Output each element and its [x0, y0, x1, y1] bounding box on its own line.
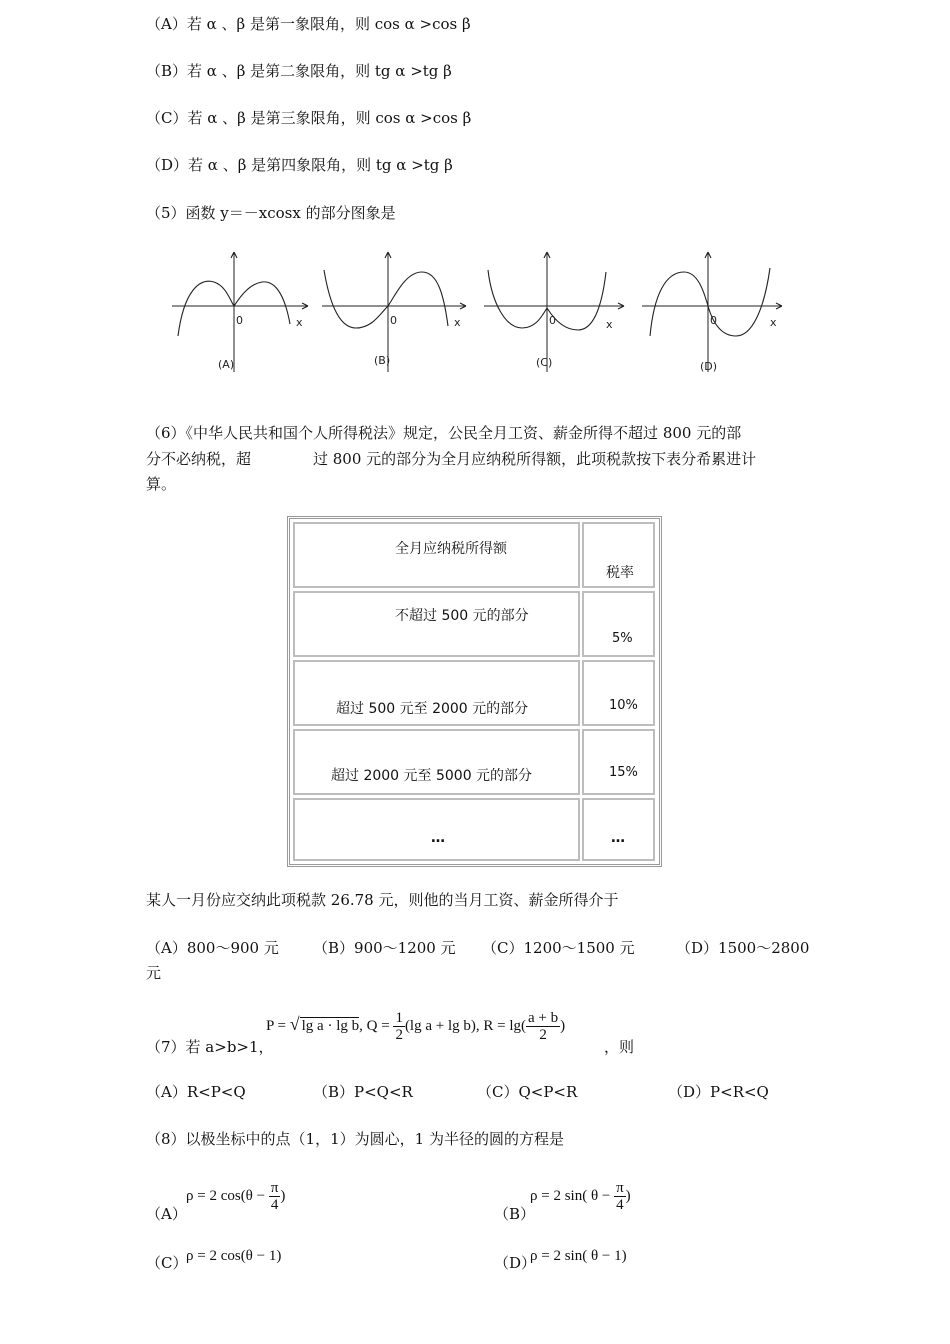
graph-d-caption: (D): [700, 360, 718, 373]
q6-option-a: （A）800～900 元: [146, 939, 279, 957]
graph-c-x-label: x: [606, 318, 613, 331]
q8-option-a-expr: ρ = 2 cos(θ −: [186, 1187, 269, 1204]
q6-option-c: （C）1200～1500 元: [482, 939, 635, 957]
table-header-amount-label: 全月应纳税所得额: [395, 541, 507, 557]
graph-b-curve: [324, 270, 448, 328]
q8-option-a-pi: π: [270, 1180, 279, 1196]
q7-formula: P = √ lg a · lg b, Q = $\frac{1}{2}$ (lg a + lg b), R = lg( $\frac{a + b}{2}$ ): [266, 1010, 566, 1043]
q4-option-b: （B）若 α 、β 是第二象限角，则 tg α >tg β: [146, 62, 452, 80]
q7-p: P =: [266, 1017, 290, 1034]
graph-c: [482, 250, 632, 375]
graph-b-origin: 0: [390, 314, 397, 327]
q7-half-den: 2: [395, 1027, 403, 1043]
q6-option-d: （D）1500～2800: [676, 939, 810, 957]
table-cell-rate: 10%: [609, 698, 638, 713]
table-cell-rate: 5%: [612, 631, 633, 646]
q8-option-a-formula: [186, 1180, 285, 1213]
table-row: [293, 798, 580, 861]
q6-line-1: （6）《中华人民共和国个人所得税法》规定，公民全月工资、薪金所得不超过 800 元的部: [146, 424, 742, 442]
tax-rate-table: [287, 516, 662, 867]
table-row: [293, 591, 580, 657]
q8-option-a-label: （A）: [146, 1205, 187, 1223]
q6-line-2b: 过 800 元的部分为全月应纳税所得额，此项税款按下表分希累进计: [313, 450, 757, 468]
q5-stem: （5）函数 y＝－xcosx 的部分图象是: [146, 204, 396, 222]
q7-r-close: ): [560, 1017, 566, 1034]
q7-option-b: （B）P<Q<R: [313, 1083, 413, 1101]
graph-c-origin: 0: [549, 314, 556, 327]
table-cell-range: 超过 500 元至 2000 元的部分: [336, 701, 529, 717]
q7-p-radicand: lg a · lg b: [301, 1017, 360, 1034]
graph-d: [640, 250, 790, 375]
graph-b: [320, 250, 470, 375]
q7-option-a: （A）R<P<Q: [146, 1083, 246, 1101]
q4-option-a: （A）若 α 、β 是第一象限角，则 cos α >cos β: [146, 15, 471, 33]
q7-option-d: （D）P<R<Q: [668, 1083, 769, 1101]
graph-d-origin: 0: [710, 314, 717, 327]
q8-option-b-formula: [530, 1180, 631, 1213]
table-header-rate: [582, 522, 655, 588]
table-cell-range: 不超过 500 元的部分: [395, 608, 529, 624]
table-header-rate-label: 税率: [606, 565, 634, 581]
graph-a: [170, 250, 320, 375]
q6-option-b: （B）900～1200 元: [313, 939, 456, 957]
table-cell-rate: …: [611, 830, 625, 846]
q8-option-b-close: ): [625, 1187, 631, 1204]
graph-a-x-label: x: [296, 316, 303, 329]
table-row: [293, 729, 580, 795]
q8-option-b-expr: ρ = 2 sin( θ −: [530, 1187, 615, 1204]
q6-option-d-wrap: 元: [146, 964, 162, 982]
q6-line-2a: 分不必纳税，超: [146, 450, 252, 468]
q6-question: 某人一月份应交纳此项税款 26.78 元，则他的当月工资、薪金所得介于: [146, 891, 619, 909]
q8-option-b-label: （B）: [494, 1205, 536, 1223]
q6-line-3: 算。: [146, 475, 177, 493]
q7-q: , Q =: [359, 1017, 394, 1034]
graph-a-origin: 0: [236, 314, 243, 327]
graph-b-caption: (B): [374, 354, 391, 367]
graph-b-x-label: x: [454, 316, 461, 329]
q8-option-c-formula: ρ = 2 cos(θ − 1): [186, 1248, 282, 1264]
table-row: [582, 729, 655, 795]
table-header-amount: [293, 522, 580, 588]
q7-half-num: 1: [395, 1010, 403, 1026]
graph-c-caption: (C): [536, 356, 553, 369]
q8-option-a-close: ): [280, 1187, 286, 1204]
table-cell-range: 超过 2000 元至 5000 元的部分: [331, 768, 533, 784]
q7-q-body: (lg a + lg b), R = lg(: [404, 1017, 527, 1034]
q7-tail: ，则: [604, 1038, 635, 1056]
table-row: [582, 660, 655, 726]
q7-stem: （7）若 a>b>1，: [146, 1038, 274, 1056]
table-row: [582, 798, 655, 861]
q8-option-d-label: （D）: [494, 1254, 537, 1272]
q7-option-c: （C）Q<P<R: [477, 1083, 578, 1101]
table-cell-range: …: [431, 830, 445, 846]
q7-r-den: 2: [539, 1027, 547, 1043]
q7-r-num: a + b: [528, 1010, 559, 1026]
q8-option-a-four: 4: [270, 1197, 279, 1213]
graph-a-caption: (A): [218, 358, 235, 371]
q8-option-b-four: 4: [616, 1197, 624, 1213]
table-row: [582, 591, 655, 657]
q8-option-b-pi: π: [616, 1180, 624, 1196]
q8-option-c-label: （C）: [146, 1254, 188, 1272]
table-row: [293, 660, 580, 726]
q4-option-c: （C）若 α 、β 是第三象限角，则 cos α >cos β: [146, 109, 472, 127]
table-cell-rate: 15%: [609, 765, 638, 780]
q8-option-d-formula: ρ = 2 sin( θ − 1): [530, 1248, 627, 1264]
q4-option-d: （D）若 α 、β 是第四象限角，则 tg α >tg β: [146, 156, 453, 174]
graph-d-x-label: x: [770, 316, 777, 329]
q8-stem: （8）以极坐标中的点（1，1）为圆心，1 为半径的圆的方程是: [146, 1130, 564, 1148]
